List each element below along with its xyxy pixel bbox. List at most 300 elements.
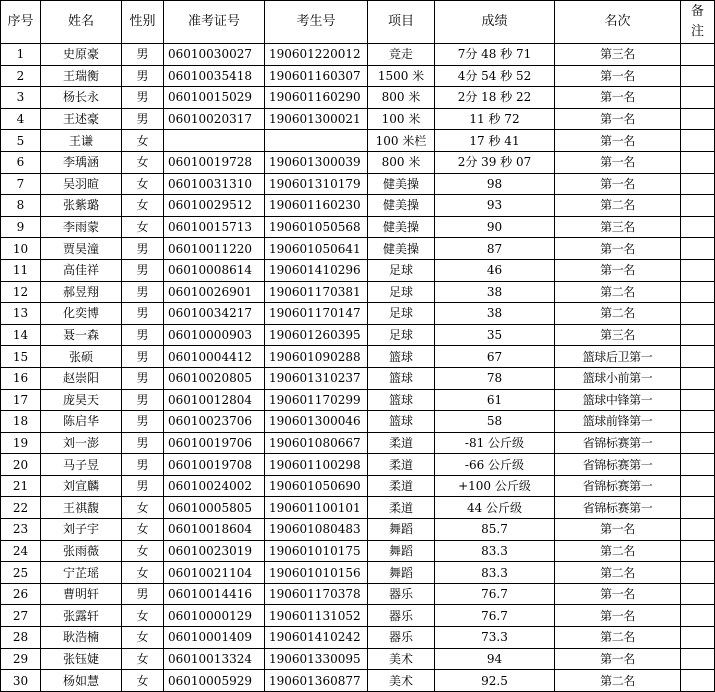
cell-score: 17 秒 41 [435,130,555,152]
table-row [1,367,715,389]
cell-index: 1 [1,44,41,66]
cell-ticket: 06010014416 [164,583,265,605]
cell-note [681,65,715,87]
cell-event: 足球 [368,259,435,281]
table-row [1,216,715,238]
cell-score: 35 [435,324,555,346]
cell-score: 44 公斤级 [435,497,555,519]
cell-ticket: 06010013324 [164,648,265,670]
cell-score: 58 [435,411,555,433]
cell-name: 张钰婕 [41,648,122,670]
cell-score: 73.3 [435,627,555,649]
cell-note [681,259,715,281]
cell-ticket: 06010015029 [164,87,265,109]
cell-score: +100 公斤级 [435,475,555,497]
cell-ticket: 06010008614 [164,259,265,281]
cell-event: 竞走 [368,44,435,66]
cell-ticket: 06010023019 [164,540,265,562]
cell-index: 9 [1,216,41,238]
cell-name: 化奕博 [41,303,122,325]
table-row [1,108,715,130]
cell-event: 健美操 [368,173,435,195]
header-gender: 性别 [122,1,164,44]
cell-name: 聂一森 [41,324,122,346]
cell-gender: 女 [122,130,164,152]
cell-note [681,195,715,217]
cell-name: 李雨蒙 [41,216,122,238]
cell-rank: 第二名 [555,195,681,217]
table-row [1,44,715,66]
cell-exam-no: 190601330095 [265,648,368,670]
cell-note [681,648,715,670]
cell-name: 王瑞衡 [41,65,122,87]
cell-note [681,281,715,303]
cell-note [681,562,715,584]
cell-index: 26 [1,583,41,605]
cell-index: 13 [1,303,41,325]
cell-exam-no: 190601050568 [265,216,368,238]
cell-name: 刘子宇 [41,519,122,541]
header-row [1,1,715,44]
cell-rank: 第一名 [555,605,681,627]
cell-exam-no: 190601160230 [265,195,368,217]
table-row [1,454,715,476]
cell-exam-no: 190601170381 [265,281,368,303]
cell-score: 67 [435,346,555,368]
cell-name: 马子昱 [41,454,122,476]
cell-rank: 第二名 [555,562,681,584]
table-row [1,519,715,541]
cell-exam-no: 190601010156 [265,562,368,584]
cell-index: 22 [1,497,41,519]
table-row [1,259,715,281]
header-index: 序号 [1,1,41,44]
cell-gender: 男 [122,411,164,433]
cell-note [681,389,715,411]
cell-exam-no: 190601310179 [265,173,368,195]
cell-name: 庞昊天 [41,389,122,411]
cell-gender: 男 [122,583,164,605]
cell-name: 高佳祥 [41,259,122,281]
cell-rank: 第一名 [555,519,681,541]
cell-gender: 女 [122,173,164,195]
table-row [1,151,715,173]
table-row [1,475,715,497]
cell-note [681,367,715,389]
cell-score: 2分 18 秒 22 [435,87,555,109]
cell-score: 76.7 [435,605,555,627]
cell-exam-no: 190601160307 [265,65,368,87]
cell-index: 25 [1,562,41,584]
cell-note [681,130,715,152]
cell-score: 78 [435,367,555,389]
cell-rank: 第一名 [555,65,681,87]
cell-exam-no: 190601310237 [265,367,368,389]
table-row [1,173,715,195]
cell-ticket: 06010026901 [164,281,265,303]
cell-score: 85.7 [435,519,555,541]
cell-note [681,216,715,238]
cell-note [681,432,715,454]
header-event: 项目 [368,1,435,44]
cell-event: 800 米 [368,87,435,109]
cell-note [681,238,715,260]
cell-ticket: 06010005929 [164,670,265,692]
cell-note [681,87,715,109]
cell-gender: 男 [122,303,164,325]
cell-exam-no: 190601170299 [265,389,368,411]
cell-ticket: 06010018604 [164,519,265,541]
table-row [1,540,715,562]
cell-note [681,346,715,368]
cell-ticket: 06010035418 [164,65,265,87]
cell-gender: 女 [122,540,164,562]
cell-index: 20 [1,454,41,476]
table-row [1,303,715,325]
cell-rank: 第二名 [555,627,681,649]
cell-note [681,303,715,325]
cell-gender: 女 [122,151,164,173]
cell-score: 92.5 [435,670,555,692]
cell-name: 王祺馥 [41,497,122,519]
table-row [1,87,715,109]
cell-ticket: 06010019708 [164,454,265,476]
cell-gender: 男 [122,475,164,497]
cell-index: 29 [1,648,41,670]
cell-name: 刘宣麟 [41,475,122,497]
cell-index: 23 [1,519,41,541]
header-ticket: 准考证号 [164,1,265,44]
cell-name: 李瑀涵 [41,151,122,173]
cell-ticket: 06010015713 [164,216,265,238]
cell-exam-no: 190601410296 [265,259,368,281]
cell-exam-no: 190601360877 [265,670,368,692]
cell-gender: 男 [122,44,164,66]
table-row [1,195,715,217]
cell-exam-no: 190601050641 [265,238,368,260]
cell-exam-no: 190601300021 [265,108,368,130]
table-row [1,281,715,303]
cell-exam-no: 190601100298 [265,454,368,476]
table-row [1,605,715,627]
cell-name: 张硕 [41,346,122,368]
cell-index: 12 [1,281,41,303]
cell-ticket: 06010020317 [164,108,265,130]
cell-index: 14 [1,324,41,346]
cell-rank: 第一名 [555,108,681,130]
cell-name: 耿浩楠 [41,627,122,649]
cell-name: 吴羽暄 [41,173,122,195]
cell-ticket: 06010020805 [164,367,265,389]
cell-exam-no [265,130,368,152]
cell-gender: 男 [122,65,164,87]
header-note-text: 备注 [691,4,705,39]
cell-gender: 女 [122,216,164,238]
cell-index: 5 [1,130,41,152]
cell-event: 舞蹈 [368,540,435,562]
cell-note [681,519,715,541]
cell-score: 93 [435,195,555,217]
cell-rank: 第一名 [555,583,681,605]
cell-exam-no: 190601170147 [265,303,368,325]
cell-index: 27 [1,605,41,627]
cell-score: 11 秒 72 [435,108,555,130]
header-score: 成绩 [435,1,555,44]
cell-score: 90 [435,216,555,238]
cell-name: 刘一澎 [41,432,122,454]
cell-name: 王谦 [41,130,122,152]
cell-index: 6 [1,151,41,173]
cell-ticket: 06010011220 [164,238,265,260]
header-name: 姓名 [41,1,122,44]
cell-score: 98 [435,173,555,195]
cell-event: 器乐 [368,627,435,649]
cell-ticket: 06010019706 [164,432,265,454]
cell-index: 19 [1,432,41,454]
cell-rank: 省锦标赛第一 [555,497,681,519]
cell-rank: 第三名 [555,324,681,346]
table-row [1,432,715,454]
table-row [1,65,715,87]
cell-ticket: 06010001409 [164,627,265,649]
cell-event: 足球 [368,281,435,303]
cell-gender: 女 [122,670,164,692]
cell-rank: 篮球小前第一 [555,367,681,389]
cell-rank: 省锦标赛第一 [555,475,681,497]
cell-score: 4分 54 秒 52 [435,65,555,87]
cell-gender: 男 [122,389,164,411]
table-row [1,411,715,433]
cell-exam-no: 190601410242 [265,627,368,649]
cell-rank: 第二名 [555,303,681,325]
table-body [1,44,715,692]
cell-note [681,44,715,66]
table-row [1,324,715,346]
cell-exam-no: 190601050690 [265,475,368,497]
cell-rank: 第三名 [555,216,681,238]
cell-rank: 篮球中锋第一 [555,389,681,411]
header-rank: 名次 [555,1,681,44]
cell-name: 史原豪 [41,44,122,66]
cell-note [681,173,715,195]
cell-note [681,605,715,627]
cell-exam-no: 190601300046 [265,411,368,433]
cell-note [681,454,715,476]
cell-index: 21 [1,475,41,497]
cell-score: 46 [435,259,555,281]
cell-gender: 男 [122,454,164,476]
cell-exam-no: 190601170378 [265,583,368,605]
cell-name: 郝昱翔 [41,281,122,303]
cell-index: 2 [1,65,41,87]
cell-rank: 第二名 [555,540,681,562]
cell-gender: 女 [122,605,164,627]
cell-name: 张露轩 [41,605,122,627]
cell-ticket: 06010023706 [164,411,265,433]
cell-ticket: 06010012804 [164,389,265,411]
table-row [1,583,715,605]
table-row [1,670,715,692]
cell-exam-no: 190601090288 [265,346,368,368]
cell-gender: 男 [122,238,164,260]
cell-rank: 第一名 [555,151,681,173]
cell-exam-no: 190601080667 [265,432,368,454]
cell-ticket: 06010029512 [164,195,265,217]
cell-event: 舞蹈 [368,519,435,541]
cell-index: 4 [1,108,41,130]
cell-gender: 男 [122,367,164,389]
cell-score: 2分 39 秒 07 [435,151,555,173]
cell-event: 美术 [368,670,435,692]
table-row [1,130,715,152]
table-row [1,346,715,368]
cell-index: 24 [1,540,41,562]
cell-ticket: 06010034217 [164,303,265,325]
cell-note [681,324,715,346]
cell-note [681,627,715,649]
cell-event: 美术 [368,648,435,670]
table-row [1,238,715,260]
cell-ticket: 06010031310 [164,173,265,195]
cell-score: 94 [435,648,555,670]
cell-index: 18 [1,411,41,433]
cell-name: 王述豪 [41,108,122,130]
cell-note [681,475,715,497]
cell-index: 3 [1,87,41,109]
cell-gender: 男 [122,281,164,303]
cell-rank: 第一名 [555,648,681,670]
cell-name: 张紫璐 [41,195,122,217]
cell-event: 柔道 [368,497,435,519]
cell-event: 柔道 [368,454,435,476]
cell-name: 赵崇阳 [41,367,122,389]
table-row [1,648,715,670]
cell-gender: 男 [122,87,164,109]
cell-gender: 男 [122,324,164,346]
cell-score: 38 [435,281,555,303]
cell-ticket: 06010019728 [164,151,265,173]
cell-note [681,497,715,519]
cell-name: 宁芷瑶 [41,562,122,584]
cell-gender: 女 [122,648,164,670]
cell-event: 100 米栏 [368,130,435,152]
cell-exam-no: 190601010175 [265,540,368,562]
cell-event: 1500 米 [368,65,435,87]
cell-event: 柔道 [368,432,435,454]
cell-ticket: 06010000129 [164,605,265,627]
cell-rank: 省锦标赛第一 [555,454,681,476]
cell-rank: 第三名 [555,44,681,66]
cell-index: 15 [1,346,41,368]
cell-rank: 第一名 [555,87,681,109]
cell-gender: 女 [122,627,164,649]
cell-score: 76.7 [435,583,555,605]
header-note [681,1,715,44]
cell-name: 曹明轩 [41,583,122,605]
cell-exam-no: 190601080483 [265,519,368,541]
cell-name: 杨如慧 [41,670,122,692]
cell-event: 篮球 [368,346,435,368]
cell-event: 足球 [368,324,435,346]
cell-gender: 男 [122,259,164,281]
cell-event: 篮球 [368,411,435,433]
cell-rank: 第一名 [555,173,681,195]
cell-rank: 第一名 [555,238,681,260]
cell-note [681,670,715,692]
table-row [1,497,715,519]
cell-exam-no: 190601220012 [265,44,368,66]
cell-index: 28 [1,627,41,649]
cell-gender: 女 [122,195,164,217]
cell-name: 陈启华 [41,411,122,433]
cell-rank: 第二名 [555,281,681,303]
cell-exam-no: 190601131052 [265,605,368,627]
cell-score: 83.3 [435,562,555,584]
cell-note [681,151,715,173]
cell-exam-no: 190601160290 [265,87,368,109]
cell-rank: 省锦标赛第一 [555,432,681,454]
cell-exam-no: 190601300039 [265,151,368,173]
cell-ticket: 06010004412 [164,346,265,368]
cell-gender: 男 [122,432,164,454]
cell-score: 7分 48 秒 71 [435,44,555,66]
cell-exam-no: 190601260395 [265,324,368,346]
table-header [1,1,715,44]
cell-ticket: 06010021104 [164,562,265,584]
cell-event: 器乐 [368,605,435,627]
cell-name: 张雨薇 [41,540,122,562]
cell-gender: 男 [122,346,164,368]
cell-rank: 篮球前锋第一 [555,411,681,433]
cell-rank: 第一名 [555,259,681,281]
cell-event: 器乐 [368,583,435,605]
cell-event: 柔道 [368,475,435,497]
cell-score: 61 [435,389,555,411]
cell-event: 100 米 [368,108,435,130]
cell-gender: 男 [122,108,164,130]
cell-gender: 女 [122,497,164,519]
cell-name: 杨长永 [41,87,122,109]
table-row [1,562,715,584]
cell-score: -66 公斤级 [435,454,555,476]
cell-note [681,411,715,433]
cell-note [681,108,715,130]
cell-exam-no: 190601100101 [265,497,368,519]
cell-event: 篮球 [368,367,435,389]
cell-index: 30 [1,670,41,692]
cell-event: 800 米 [368,151,435,173]
cell-index: 10 [1,238,41,260]
cell-rank: 第一名 [555,130,681,152]
table-row [1,389,715,411]
cell-ticket [164,130,265,152]
cell-event: 舞蹈 [368,562,435,584]
cell-index: 8 [1,195,41,217]
cell-event: 篮球 [368,389,435,411]
cell-event: 健美操 [368,238,435,260]
header-exam-no: 考生号 [265,1,368,44]
cell-rank: 第二名 [555,670,681,692]
cell-index: 11 [1,259,41,281]
cell-event: 健美操 [368,216,435,238]
cell-score: -81 公斤级 [435,432,555,454]
cell-score: 87 [435,238,555,260]
cell-note [681,583,715,605]
table-row [1,627,715,649]
cell-score: 38 [435,303,555,325]
cell-event: 足球 [368,303,435,325]
cell-note [681,540,715,562]
